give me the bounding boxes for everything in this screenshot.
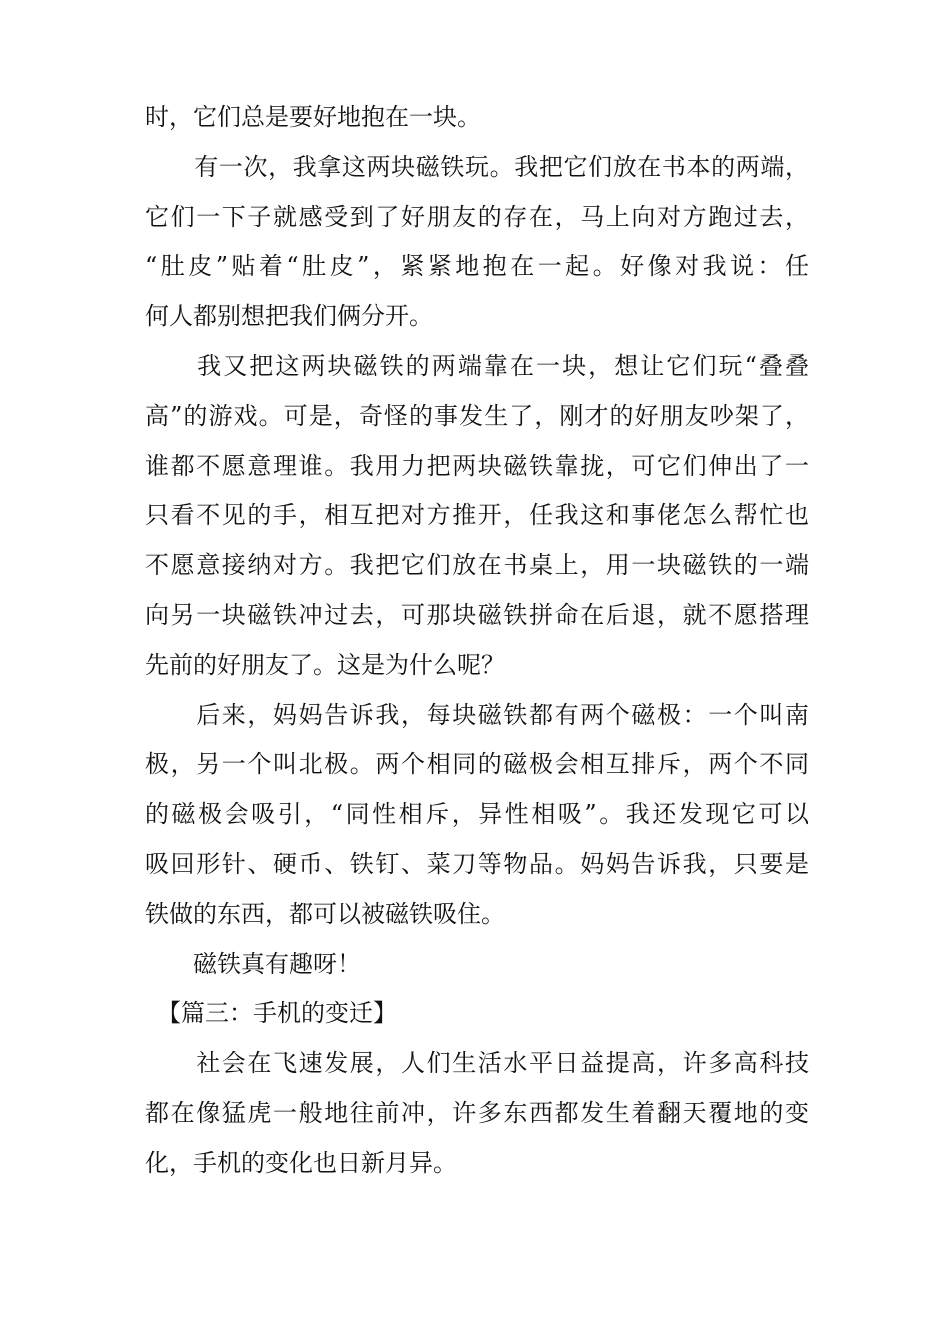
- text-line: 谁都不愿意理谁。我用力把两块磁铁靠拢，可它们伸出了一: [145, 451, 809, 480]
- text-line: 何人都别想把我们俩分开。: [145, 302, 433, 331]
- text-line: 后来，妈妈告诉我，每块磁铁都有两个磁极：一个叫南: [145, 700, 809, 729]
- text-line: 高”的游戏。可是，奇怪的事发生了，刚才的好朋友吵架了，: [145, 401, 809, 430]
- text-line: “肚皮”贴着“肚皮”，紧紧地抱在一起。好像对我说：任: [145, 252, 809, 281]
- text-line: 不愿意接纳对方。我把它们放在书桌上，用一块磁铁的一端: [145, 551, 809, 580]
- text-line: 都在像猛虎一般地往前冲，许多东西都发生着翻天覆地的变: [145, 1098, 809, 1127]
- text-line: 磁铁真有趣呀！: [145, 949, 361, 978]
- text-line: 时，它们总是要好地抱在一块。: [145, 103, 481, 131]
- text-line: 先前的好朋友了。这是为什么呢？: [145, 650, 505, 679]
- text-line: 有一次，我拿这两块磁铁玩。我把它们放在书本的两端，: [145, 152, 809, 181]
- text-line: 我又把这两块磁铁的两端靠在一块，想让它们玩“叠叠: [145, 351, 809, 380]
- text-line: 它们一下子就感受到了好朋友的存在，马上向对方跑过去，: [145, 202, 809, 231]
- document-body: [145, 93, 809, 1189]
- text-line: 社会在飞速发展，人们生活水平日益提高，许多高科技: [145, 1049, 809, 1078]
- text-line: 化，手机的变化也日新月异。: [145, 1148, 457, 1177]
- text-line: 极，另一个叫北极。两个相同的磁极会相互排斥，两个不同: [145, 750, 809, 779]
- text-line: 的磁极会吸引，“同性相斥，异性相吸”。我还发现它可以: [145, 800, 809, 829]
- text-line: 向另一块磁铁冲过去，可那块磁铁拼命在后退，就不愿搭理: [145, 600, 809, 629]
- text-line: 吸回形针、硬币、铁钉、菜刀等物品。妈妈告诉我，只要是: [145, 849, 809, 878]
- text-line: 铁做的东西，都可以被磁铁吸住。: [145, 899, 505, 928]
- text-line: 只看不见的手，相互把对方推开，任我这和事佬怎么帮忙也: [145, 501, 809, 530]
- text-line: 【篇三：手机的变迁】: [145, 999, 397, 1028]
